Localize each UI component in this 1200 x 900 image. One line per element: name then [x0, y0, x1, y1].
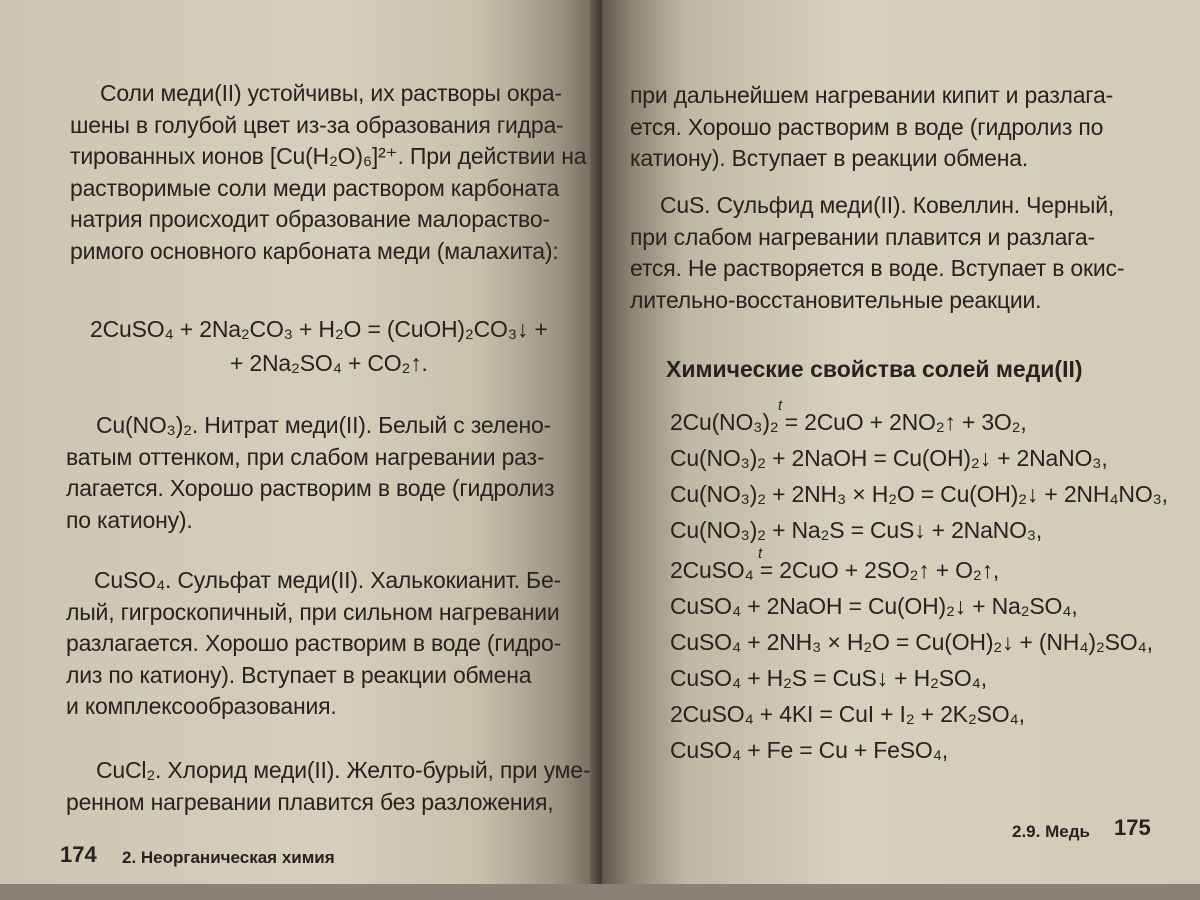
left-paragraph-1 — [70, 78, 586, 267]
equation-line: + 2Na₂SO₄ + CO₂↑. — [230, 350, 428, 376]
text-line: лительно-восстановительные реакции. — [630, 286, 1042, 313]
left-paragraph-4 — [66, 755, 590, 818]
text-line: разлагается. Хорошо растворим в воде (гидро- — [66, 630, 562, 656]
equation-line: Cu(NO₃)₂ + Na₂S = CuS↓ + 2NaNO₃, — [670, 517, 1043, 543]
equation-line: CuSO₄ + 2NaOH = Cu(OH)₂↓ + Na₂SO₄, — [670, 593, 1078, 619]
text-line: ватым оттенком, при слабом нагревании раз- — [66, 443, 545, 470]
left-paragraph-3 — [66, 565, 561, 723]
text-line: CuS. Сульфид меди(II). Ковеллин. Черный, — [660, 192, 1115, 218]
heat-symbol: t — [758, 545, 762, 562]
text-line: при дальнейшем нагревании кипит и разлага- — [630, 82, 1114, 108]
text-line: CuCl₂. Хлорид меди(II). Желто-бурый, при уме- — [96, 757, 591, 783]
text-line: растворимые соли меди раствором карбоната — [70, 174, 560, 201]
right-paragraph-1 — [630, 80, 1113, 175]
section-heading: Химические свойства солей меди(II) — [666, 356, 1083, 382]
equation-line: 2CuSO₄ + 2Na₂CO₃ + H₂O = (CuOH)₂CO₃↓ + — [90, 316, 548, 342]
text-line: при слабом нагревании плавится и разлага- — [630, 223, 1095, 250]
text-line: катиону). Вступает в реакции обмена. — [630, 145, 1029, 171]
text-line: Соли меди(II) устойчивы, их растворы окра- — [100, 80, 562, 106]
text-line: лагается. Хорошо растворим в воде (гидролиз — [66, 475, 555, 501]
text-line: лый, гигроскопичный, при сильном нагревании — [66, 598, 560, 625]
text-line: и комплексообразования. — [66, 693, 337, 719]
equation-line: CuSO₄ + Fe = Cu + FeSO₄, — [670, 737, 948, 763]
equation-line: CuSO₄ + H₂S = CuS↓ + H₂SO₄, — [670, 665, 987, 691]
text-line: лиз по катиону). Вступает в реакции обмена — [66, 661, 532, 688]
text-line: по катиону). — [66, 506, 193, 533]
equation-line: 2CuSO₄ + 4KI = CuI + I₂ + 2K₂SO₄, — [670, 701, 1025, 727]
text-line: натрия происходит образование малораство- — [70, 206, 550, 232]
text-line: ренном нагревании плавится без разложения, — [66, 788, 554, 815]
right-paragraph-2 — [630, 190, 1124, 316]
equation-line — [670, 545, 1168, 589]
reaction-equations — [670, 397, 1168, 769]
text-line: ется. Хорошо растворим в воде (гидролиз по — [630, 113, 1104, 140]
page-bottom-edge — [0, 884, 1200, 900]
right-page — [602, 0, 1200, 888]
equation-text: 2CuSO₄ = 2CuO + 2SO₂↑ + O₂↑, — [670, 557, 1000, 583]
running-header-right: 2.9. Медь — [1012, 822, 1090, 841]
equation-line: Cu(NO₃)₂ + 2NaOH = Cu(OH)₂↓ + 2NaNO₃, — [670, 445, 1108, 471]
text-line: римого основного карбоната меди (малахита): — [70, 237, 559, 264]
equation-text: 2Cu(NO₃)₂ = 2CuO + 2NO₂↑ + 3O₂, — [670, 409, 1027, 435]
page-number-right: 175 — [1114, 815, 1151, 840]
text-line: Cu(NO₃)₂. Нитрат меди(II). Белый с зелено- — [96, 412, 552, 438]
text-line: тированных ионов [Cu(H₂O)₆]²⁺. При действии на — [70, 143, 587, 169]
equation-line — [670, 397, 1168, 441]
text-line: шены в голубой цвет из-за образования гидра- — [70, 111, 564, 138]
left-page — [0, 0, 598, 888]
left-equation — [90, 312, 548, 380]
page-number-left: 174 — [60, 842, 97, 867]
running-header-left: 2. Неорганическая химия — [122, 848, 335, 867]
text-line: CuSO₄. Сульфат меди(II). Халькокианит. Бе- — [94, 567, 561, 593]
text-line: ется. Не растворяется в воде. Вступает в окис- — [630, 255, 1125, 281]
equation-line: Cu(NO₃)₂ + 2NH₃ × H₂O = Cu(OH)₂↓ + 2NH₄NO₃, — [670, 481, 1168, 507]
heat-symbol: t — [778, 397, 782, 414]
equation-line: CuSO₄ + 2NH₃ × H₂O = Cu(OH)₂↓ + (NH₄)₂SO₄, — [670, 629, 1153, 655]
left-paragraph-2 — [66, 410, 554, 536]
